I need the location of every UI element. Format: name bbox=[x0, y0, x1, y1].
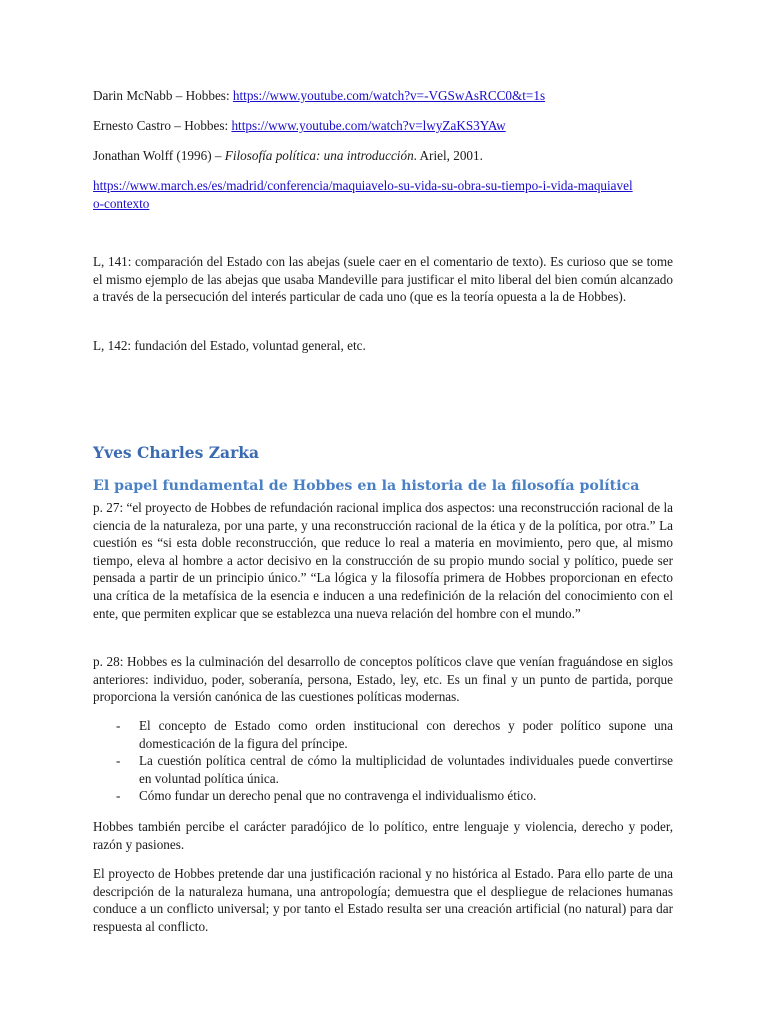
reference-label: Darin McNabb – Hobbes: bbox=[93, 88, 233, 103]
reference-mcnabb bbox=[93, 87, 545, 105]
list-item bbox=[93, 752, 673, 787]
list-item-text: La cuestión política central de cómo la multiplicidad de voluntades individuales puede convertirse en voluntad política única. bbox=[139, 753, 673, 786]
dash-bullet: - bbox=[116, 788, 121, 804]
note-l142: L, 142: fundación del Estado, voluntad general, etc. bbox=[93, 338, 366, 353]
book-title: Filosofía política: una introducción bbox=[224, 148, 414, 163]
youtube-link-castro[interactable]: https://www.youtube.com/watch?v=lwyZaKS3YAw bbox=[231, 118, 506, 133]
dash-bullet: - bbox=[116, 718, 121, 733]
reference-march bbox=[93, 177, 633, 212]
youtube-link-mcnabb[interactable]: https://www.youtube.com/watch?v=-VGSwAsRCC0&t=1s bbox=[232, 88, 546, 103]
paragraph-p27: p. 27: “el proyecto de Hobbes de refundación racional implica dos aspectos: una reconstrucción racional de la ciencia de la naturaleza, por una parte, y una reconstrucción racional de la ética y de la política, por otra.” La cuestión es “si esta doble reconstrucción, que reduce lo real a materia en movimiento, pero que, al mismo tiempo, eleva al hombre a actor decisivo en la construcción de su propio mundo social y político, puede ser pensada a partir de un principio único.” “La lógica y la filosofía primera de Hobbes proporcionan en efecto una crítica de la metafísica de la esencia e inducen a una redefinición de la relación del conocimiento con el ente, que permiten explicar que se establezca una nueva relación del hombre con el mundo.” bbox=[93, 500, 673, 621]
reference-wolff bbox=[93, 147, 483, 165]
list-item bbox=[93, 787, 673, 805]
section-heading: Yves Charles Zarka bbox=[93, 443, 260, 462]
paragraph-paradox: Hobbes también percibe el carácter paradójico de lo político, entre lenguaje y violencia, derecho y poder, razón y pasiones. bbox=[93, 819, 673, 852]
march-conference-link[interactable]: https://www.march.es/es/madrid/conferencia/maquiavelo-su-vida-su-obra-su-tiempo-i-vida-maquiavelo-contexto bbox=[93, 178, 633, 211]
list-item bbox=[93, 717, 673, 752]
list-item-text: El concepto de Estado como orden institucional con derechos y poder político supone una domesticación de la figura del príncipe. bbox=[139, 718, 673, 751]
bullet-list bbox=[93, 717, 673, 805]
section-subheading: El papel fundamental de Hobbes en la historia de la filosofía política bbox=[93, 478, 640, 494]
note-l141: L, 141: comparación del Estado con las abejas (suele caer en el comentario de texto). Es curioso que se tome el mismo ejemplo de las abejas que usaba Mandeville para justificar el mito liberal del bien común alcanzado a través de la persecución del interés particular de cada uno (que es la teoría opuesta a la de Hobbes). bbox=[93, 254, 673, 305]
list-item-text: Cómo fundar un derecho penal que no contravenga el individualismo ético. bbox=[139, 788, 537, 804]
reference-publisher: . Ariel, 2001. bbox=[413, 148, 483, 163]
reference-label: Ernesto Castro – Hobbes: bbox=[93, 118, 232, 133]
paragraph-p28: p. 28: Hobbes es la culminación del desarrollo de conceptos políticos clave que venían fraguándose en siglos anteriores: individuo, poder, soberanía, persona, Estado, ley, etc. Es un final y un punto de partida, porque proporciona la versión canónica de las cuestiones políticas modernas. bbox=[93, 654, 673, 705]
dash-bullet: - bbox=[116, 753, 121, 769]
reference-castro bbox=[93, 117, 506, 135]
reference-author: Jonathan Wolff (1996) – bbox=[93, 148, 225, 163]
paragraph-project: El proyecto de Hobbes pretende dar una justificación racional y no histórica al Estado. Para ello parte de una descripción de la naturaleza humana, una antropología; demuestra que el despliegue de relaciones humanas conduce a un conflicto universal; y por tanto el Estado resulta ser una creación artificial (no natural) para dar respuesta al conflicto. bbox=[93, 866, 673, 934]
